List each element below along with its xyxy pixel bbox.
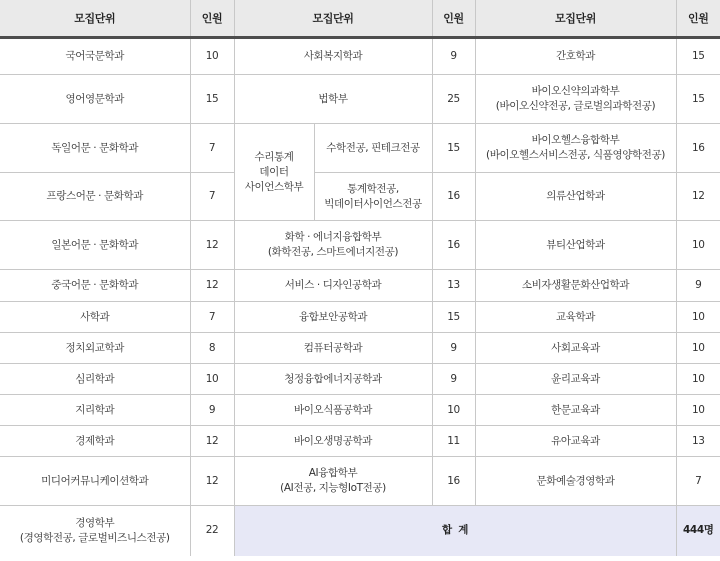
count-cell: 8: [190, 333, 234, 364]
header-unit-2: 모집단위: [234, 0, 432, 38]
unit-cell: 윤리교육과: [475, 364, 676, 395]
unit-cell: 화학 · 에너지융합학부 (화학전공, 스마트에너지전공): [234, 221, 432, 270]
count-cell: 11: [432, 426, 475, 457]
count-cell: 16: [432, 221, 475, 270]
count-cell: 9: [190, 395, 234, 426]
unit-cell: 교육학과: [475, 302, 676, 333]
count-cell: 10: [676, 364, 720, 395]
unit-cell: 바이오생명공학과: [234, 426, 432, 457]
header-count-2: 인원: [432, 0, 475, 38]
table-row: [0, 364, 720, 395]
count-cell: 10: [676, 221, 720, 270]
count-cell: 12: [190, 426, 234, 457]
unit-cell: 미디어커뮤니케이션학과: [0, 457, 190, 506]
table-row: [0, 302, 720, 333]
count-cell: 15: [432, 124, 475, 173]
count-cell: 13: [676, 426, 720, 457]
table-row: [0, 221, 720, 270]
header-unit-1: 모집단위: [0, 0, 190, 38]
unit-cell: 독일어문 · 문화학과: [0, 124, 190, 173]
count-cell: 12: [190, 457, 234, 506]
count-cell: 16: [676, 124, 720, 173]
count-cell: 15: [676, 75, 720, 124]
count-cell: 7: [190, 124, 234, 173]
unit-cell: 프랑스어문 · 문화학과: [0, 173, 190, 221]
header-unit-3: 모집단위: [475, 0, 676, 38]
unit-cell: 경제학과: [0, 426, 190, 457]
count-cell: 10: [676, 302, 720, 333]
count-cell: 25: [432, 75, 475, 124]
unit-cell: 의류산업학과: [475, 173, 676, 221]
count-cell: 10: [676, 333, 720, 364]
unit-cell: 소비자생활문화산업학과: [475, 270, 676, 302]
count-cell: 7: [676, 457, 720, 506]
unit-cell: 융합보안공학과: [234, 302, 432, 333]
table-row: [0, 395, 720, 426]
unit-cell: 사회교육과: [475, 333, 676, 364]
unit-cell: 통계학전공, 빅데이터사이언스전공: [314, 173, 432, 221]
count-cell: 10: [190, 364, 234, 395]
count-cell: 13: [432, 270, 475, 302]
table-row: [0, 426, 720, 457]
header-count-3: 인원: [676, 0, 720, 38]
unit-cell: 바이오헬스융합학부 (바이오헬스서비스전공, 식품영양학전공): [475, 124, 676, 173]
count-cell: 15: [190, 75, 234, 124]
count-cell: 10: [190, 38, 234, 75]
total-row: [0, 506, 720, 556]
unit-cell: 서비스 · 디자인공학과: [234, 270, 432, 302]
unit-group-cell: 수리통계 데이터 사이언스학부: [234, 124, 314, 221]
unit-cell: 법학부: [234, 75, 432, 124]
table-row: [0, 457, 720, 506]
count-cell: 9: [432, 333, 475, 364]
table-row: [0, 124, 720, 173]
unit-cell: AI융합학부 (AI전공, 지능형IoT전공): [234, 457, 432, 506]
count-cell: 9: [432, 38, 475, 75]
unit-cell: 바이오식품공학과: [234, 395, 432, 426]
unit-cell: 뷰티산업학과: [475, 221, 676, 270]
table-row: [0, 75, 720, 124]
unit-cell: 정치외교학과: [0, 333, 190, 364]
unit-cell: 국어국문학과: [0, 38, 190, 75]
unit-cell: 영어영문학과: [0, 75, 190, 124]
unit-cell: 수학전공, 핀테크전공: [314, 124, 432, 173]
table-row: [0, 333, 720, 364]
count-cell: 10: [676, 395, 720, 426]
count-cell: 22: [190, 506, 234, 556]
unit-cell: 바이오신약의과학부 (바이오신약전공, 글로벌의과학전공): [475, 75, 676, 124]
count-cell: 9: [676, 270, 720, 302]
count-cell: 15: [432, 302, 475, 333]
header-count-1: 인원: [190, 0, 234, 38]
table-row: [0, 270, 720, 302]
count-cell: 16: [432, 457, 475, 506]
count-cell: 9: [432, 364, 475, 395]
table-row: [0, 173, 720, 221]
unit-cell: 사회복지학과: [234, 38, 432, 75]
unit-cell: 심리학과: [0, 364, 190, 395]
unit-cell: 청정융합에너지공학과: [234, 364, 432, 395]
table-row: [0, 38, 720, 75]
count-cell: 16: [432, 173, 475, 221]
unit-cell: 사학과: [0, 302, 190, 333]
header-row: [0, 0, 720, 38]
count-cell: 15: [676, 38, 720, 75]
count-cell: 7: [190, 302, 234, 333]
count-cell: 10: [432, 395, 475, 426]
count-cell: 7: [190, 173, 234, 221]
count-cell: 12: [190, 270, 234, 302]
unit-cell: 일본어문 · 문화학과: [0, 221, 190, 270]
unit-cell: 경영학부 (경영학전공, 글로벌비즈니스전공): [0, 506, 190, 556]
count-cell: 12: [190, 221, 234, 270]
unit-cell: 유아교육과: [475, 426, 676, 457]
unit-cell: 중국어문 · 문화학과: [0, 270, 190, 302]
unit-cell: 지리학과: [0, 395, 190, 426]
unit-cell: 한문교육과: [475, 395, 676, 426]
unit-cell: 간호학과: [475, 38, 676, 75]
unit-cell: 컴퓨터공학과: [234, 333, 432, 364]
count-cell: 12: [676, 173, 720, 221]
unit-cell: 문화예술경영학과: [475, 457, 676, 506]
total-value: 444명: [676, 506, 720, 556]
total-label: 합 계: [234, 506, 676, 556]
